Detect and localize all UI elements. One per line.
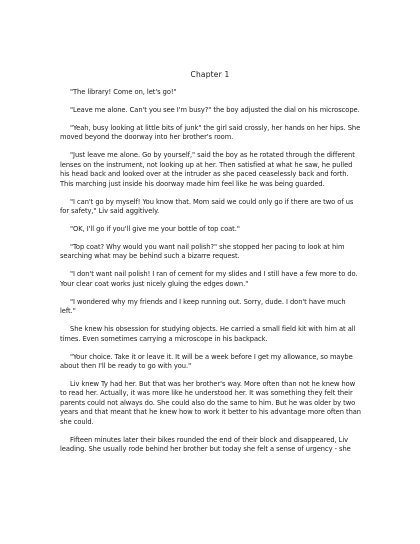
paragraph: "Yeah, busy looking at little bits of junk" the girl said crossly, her hands on her hips. She moved beyond the doorway into her brother's room. [60,124,361,142]
chapter-body [60,88,362,463]
paragraph: "I can't go by myself! You know that. Mom said we could only go if there are two of us for safety," Liv said aggitively. [60,197,354,216]
paragraph: "Leave me alone. Can't you see I'm busy?" the boy adjusted the dial on his microscope. [70,106,360,114]
paragraph: "Your choice. Take it or leave it. It will be a week before I get my allowance, so maybe about then I'll be ready to go with you." [60,352,353,371]
paragraph: Fifteen minutes later their bikes rounded the end of their block and disappeared, Liv leading. She usually rode behind her brother but today she felt a sense of urgency - she [60,435,351,454]
paragraph: "I don't want nail polish! I ran of cement for my slides and I still have a few more to do. Your clear coat works just nicely gluing the edges down." [60,270,358,288]
paragraph: "OK, I'll go if you'll give me your bottle of top coat." [70,225,240,234]
paragraph: "The library! Come on, let's go!" [70,88,177,96]
chapter-title: Chapter 1 [190,70,230,79]
paragraph: Liv knew Ty had her. But that was her brother's way. More often than not he knew how to read her. Actually, it was more like he understood her. It was something they felt their parents could not always do. She could also do the same to him. But he was older by two years and that meant that he knew how to work it better to his advantage more often than she could. [60,380,361,426]
paragraph: She knew his obsession for studying objects. He carried a small field kit with him at all times. Even sometimes carrying a microscope in his backpack. [60,325,356,343]
paragraph: "Just leave me alone. Go by yourself," said the boy as he rotated through the different lenses on the instrument, not looking up at her. Then satisfied at what he saw, he pulled his head back and looked over at the intruder as she paced ceaselessly back and forth. This marching just inside his doorway made him feel like he was being guarded. [60,151,355,188]
paragraph: "I wondered why my friends and I keep running out. Sorry, dude. I don't have much left." [60,297,346,316]
paragraph: "Top coat? Why would you want nail polish?" she stopped her pacing to look at him searching what may be behind such a bizarre request. [60,243,345,261]
